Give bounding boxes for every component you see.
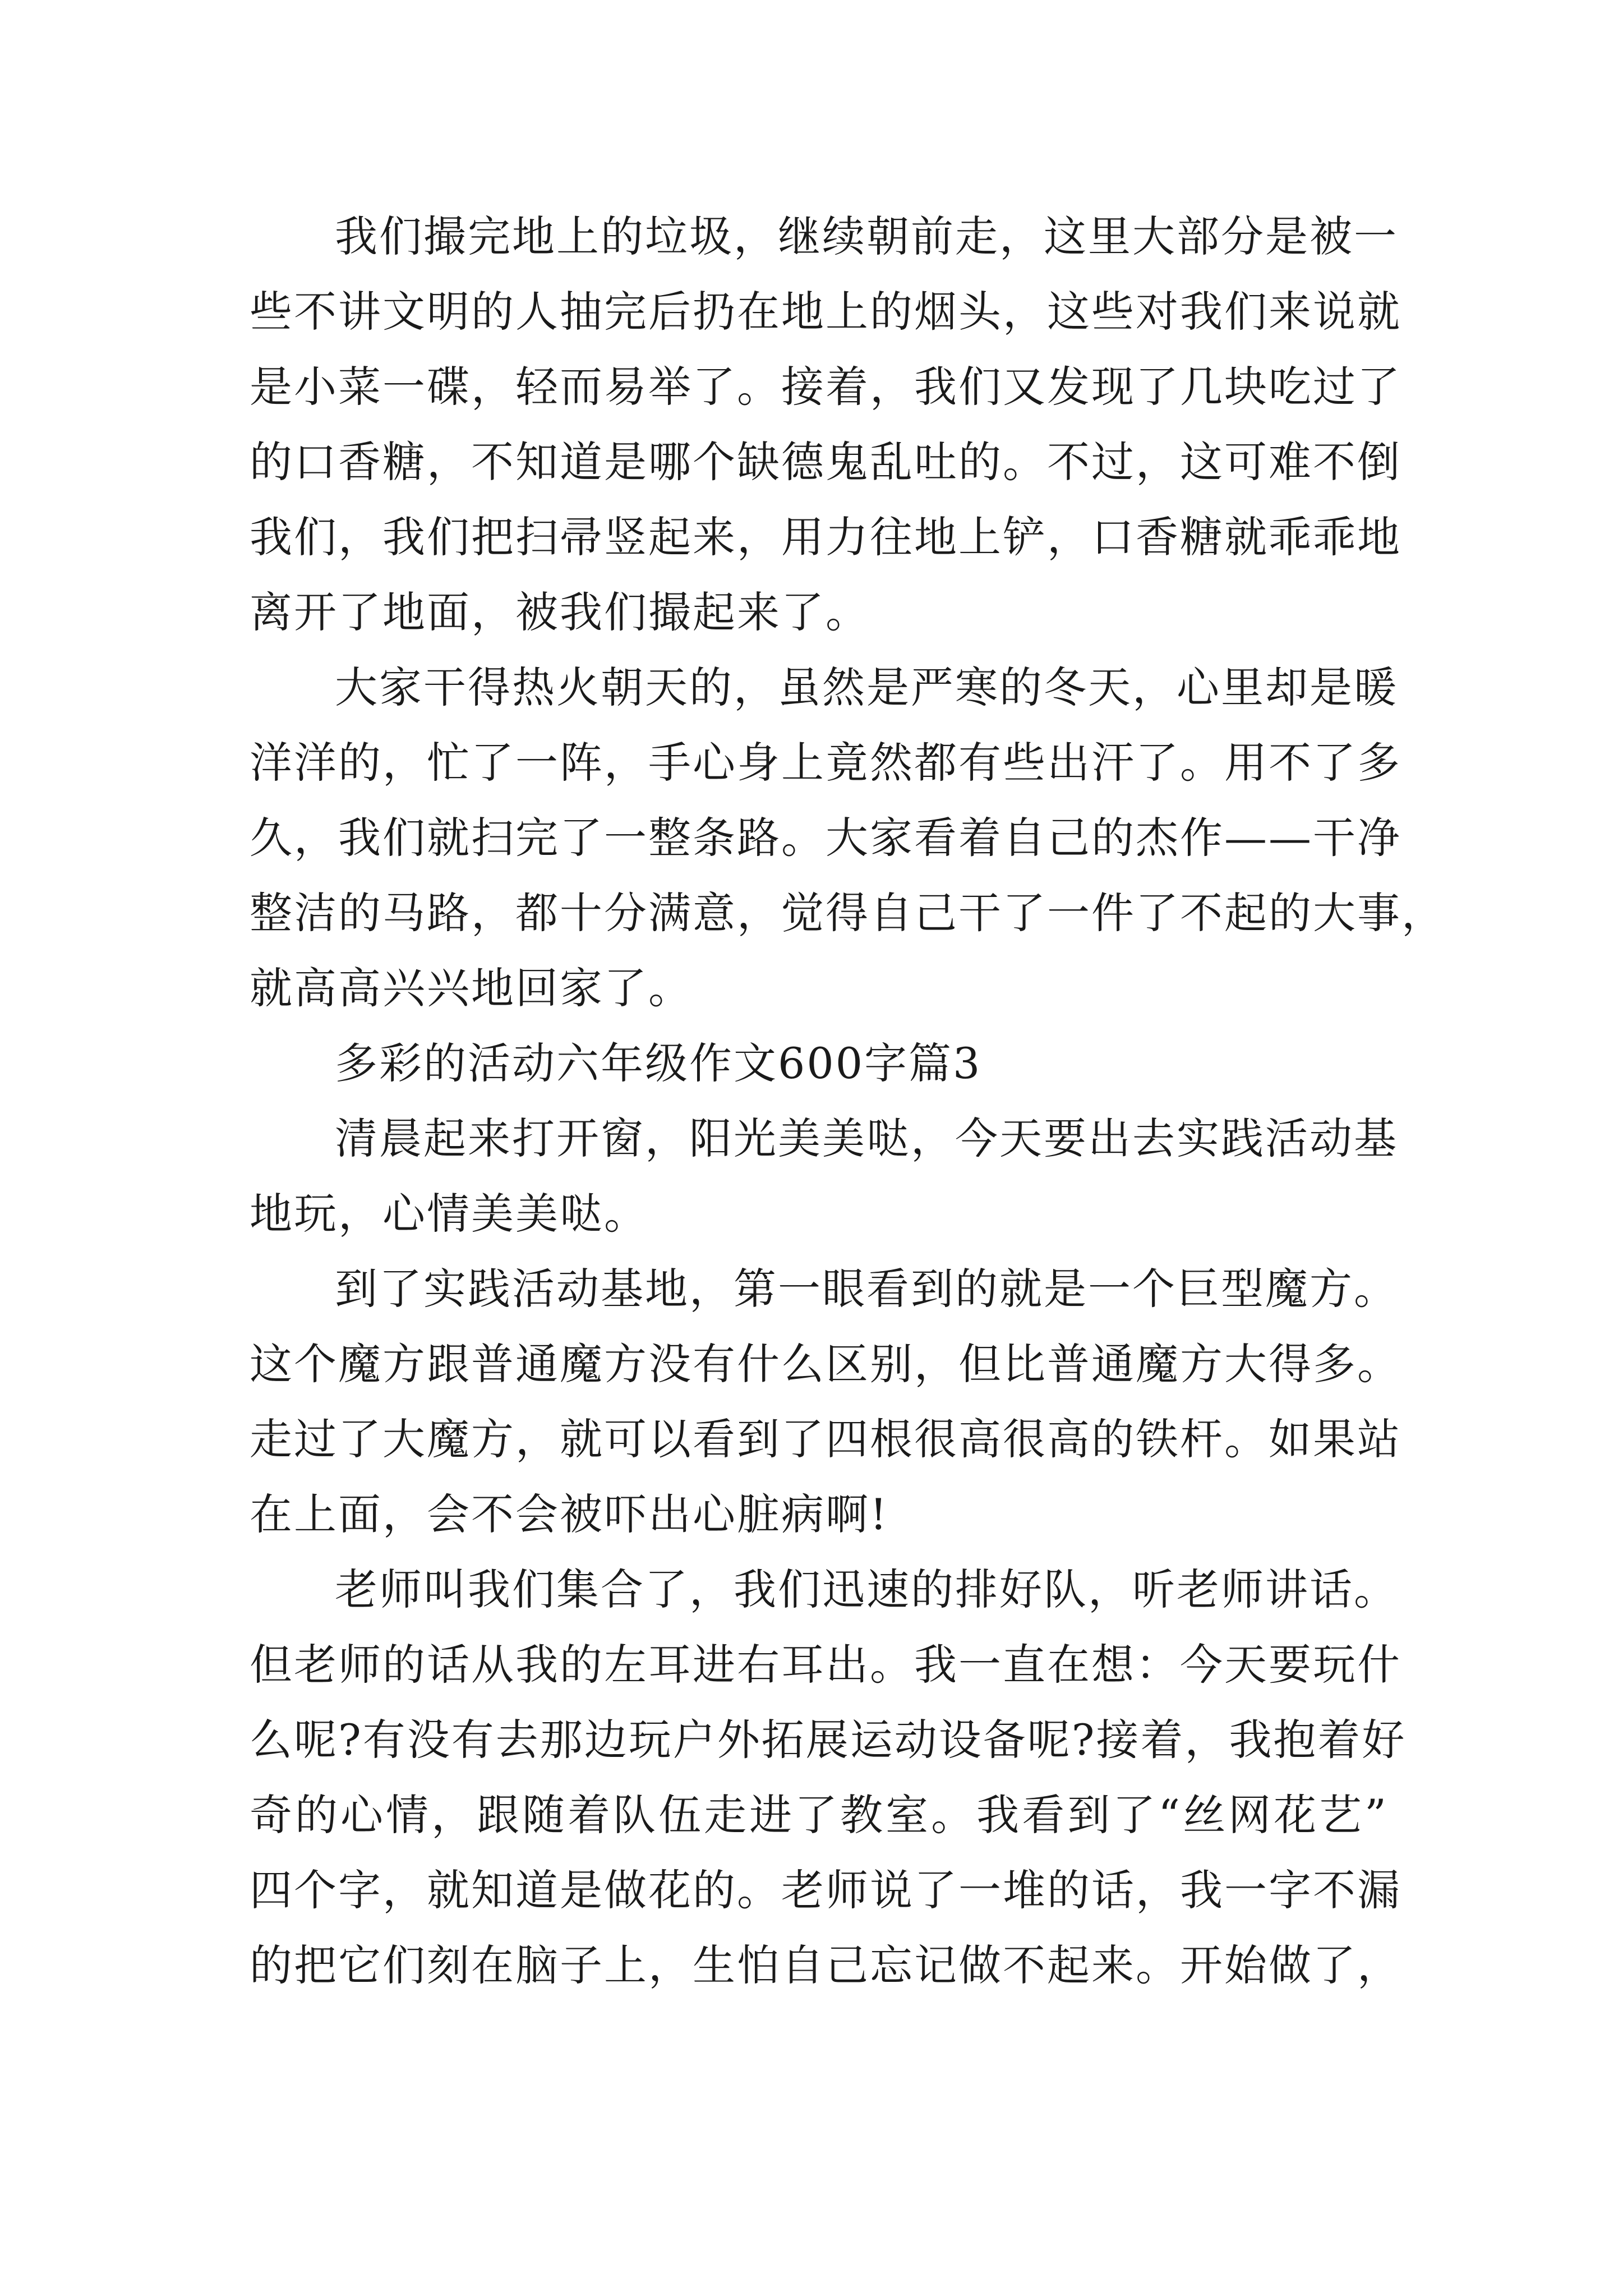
paragraph-2-line-1: 大家干得热火朝天的，虽然是严寒的冬天，心里却是暖 — [335, 662, 1398, 712]
paragraph-2-line-2: 洋洋的，忙了一阵，手心身上竟然都有些出汗了。用不了多 — [250, 738, 1401, 788]
paragraph-2-line-4: 整洁的马路，都十分满意，觉得自己干了一件了不起的大事， — [250, 888, 1446, 938]
paragraph-1-line-5: 我们，我们把扫帚竖起来，用力往地上铲，口香糖就乖乖地 — [250, 512, 1401, 562]
paragraph-6-line-1: 老师叫我们集合了，我们迅速的排好队，听老师讲话。 — [335, 1565, 1398, 1614]
paragraph-4-line-1: 清晨起来打开窗，阳光美美哒，今天要出去实践活动基 — [335, 1114, 1398, 1163]
document-body — [250, 199, 1446, 2003]
paragraph-1-line-3: 是小菜一碟，轻而易举了。接着，我们又发现了几块吃过了 — [250, 362, 1401, 412]
paragraph-5-line-4: 在上面，会不会被吓出心脏病啊! — [250, 1489, 889, 1539]
paragraph-2-line-3: 久，我们就扫完了一整条路。大家看着自己的杰作——干净 — [250, 813, 1401, 863]
paragraph-6-line-6: 的把它们刻在脑子上，生怕自己忘记做不起来。开始做了， — [250, 1940, 1401, 1990]
paragraph-6-line-3: 么呢?有没有去那边玩户外拓展运动设备呢?接着，我抱着好 — [250, 1715, 1407, 1765]
paragraph-5-line-1: 到了实践活动基地，第一眼看到的就是一个巨型魔方。 — [335, 1264, 1398, 1314]
section-heading: 多彩的活动六年级作文600字篇3 — [335, 1038, 982, 1088]
paragraph-6-line-5: 四个字，就知道是做花的。老师说了一堆的话，我一字不漏 — [250, 1865, 1401, 1915]
paragraph-1-line-6: 离开了地面，被我们撮起来了。 — [250, 587, 870, 637]
paragraph-6-line-2: 但老师的话从我的左耳进右耳出。我一直在想：今天要玩什 — [250, 1640, 1401, 1690]
paragraph-5-line-2: 这个魔方跟普通魔方没有什么区别，但比普通魔方大得多。 — [250, 1339, 1401, 1389]
paragraph-4-line-2: 地玩，心情美美哒。 — [250, 1189, 648, 1239]
paragraph-1-line-4: 的口香糖，不知道是哪个缺德鬼乱吐的。不过，这可难不倒 — [250, 437, 1401, 487]
paragraph-6-line-4: 奇的心情，跟随着队伍走进了教室。我看到了“丝网花艺” — [250, 1790, 1388, 1840]
paragraph-1-line-2: 些不讲文明的人抽完后扔在地上的烟头，这些对我们来说就 — [250, 287, 1401, 337]
paragraph-5-line-3: 走过了大魔方，就可以看到了四根很高很高的铁杆。如果站 — [250, 1414, 1401, 1464]
paragraph-2-line-5: 就高高兴兴地回家了。 — [250, 963, 693, 1013]
paragraph-1-line-1: 我们撮完地上的垃圾，继续朝前走，这里大部分是被一 — [335, 211, 1398, 261]
